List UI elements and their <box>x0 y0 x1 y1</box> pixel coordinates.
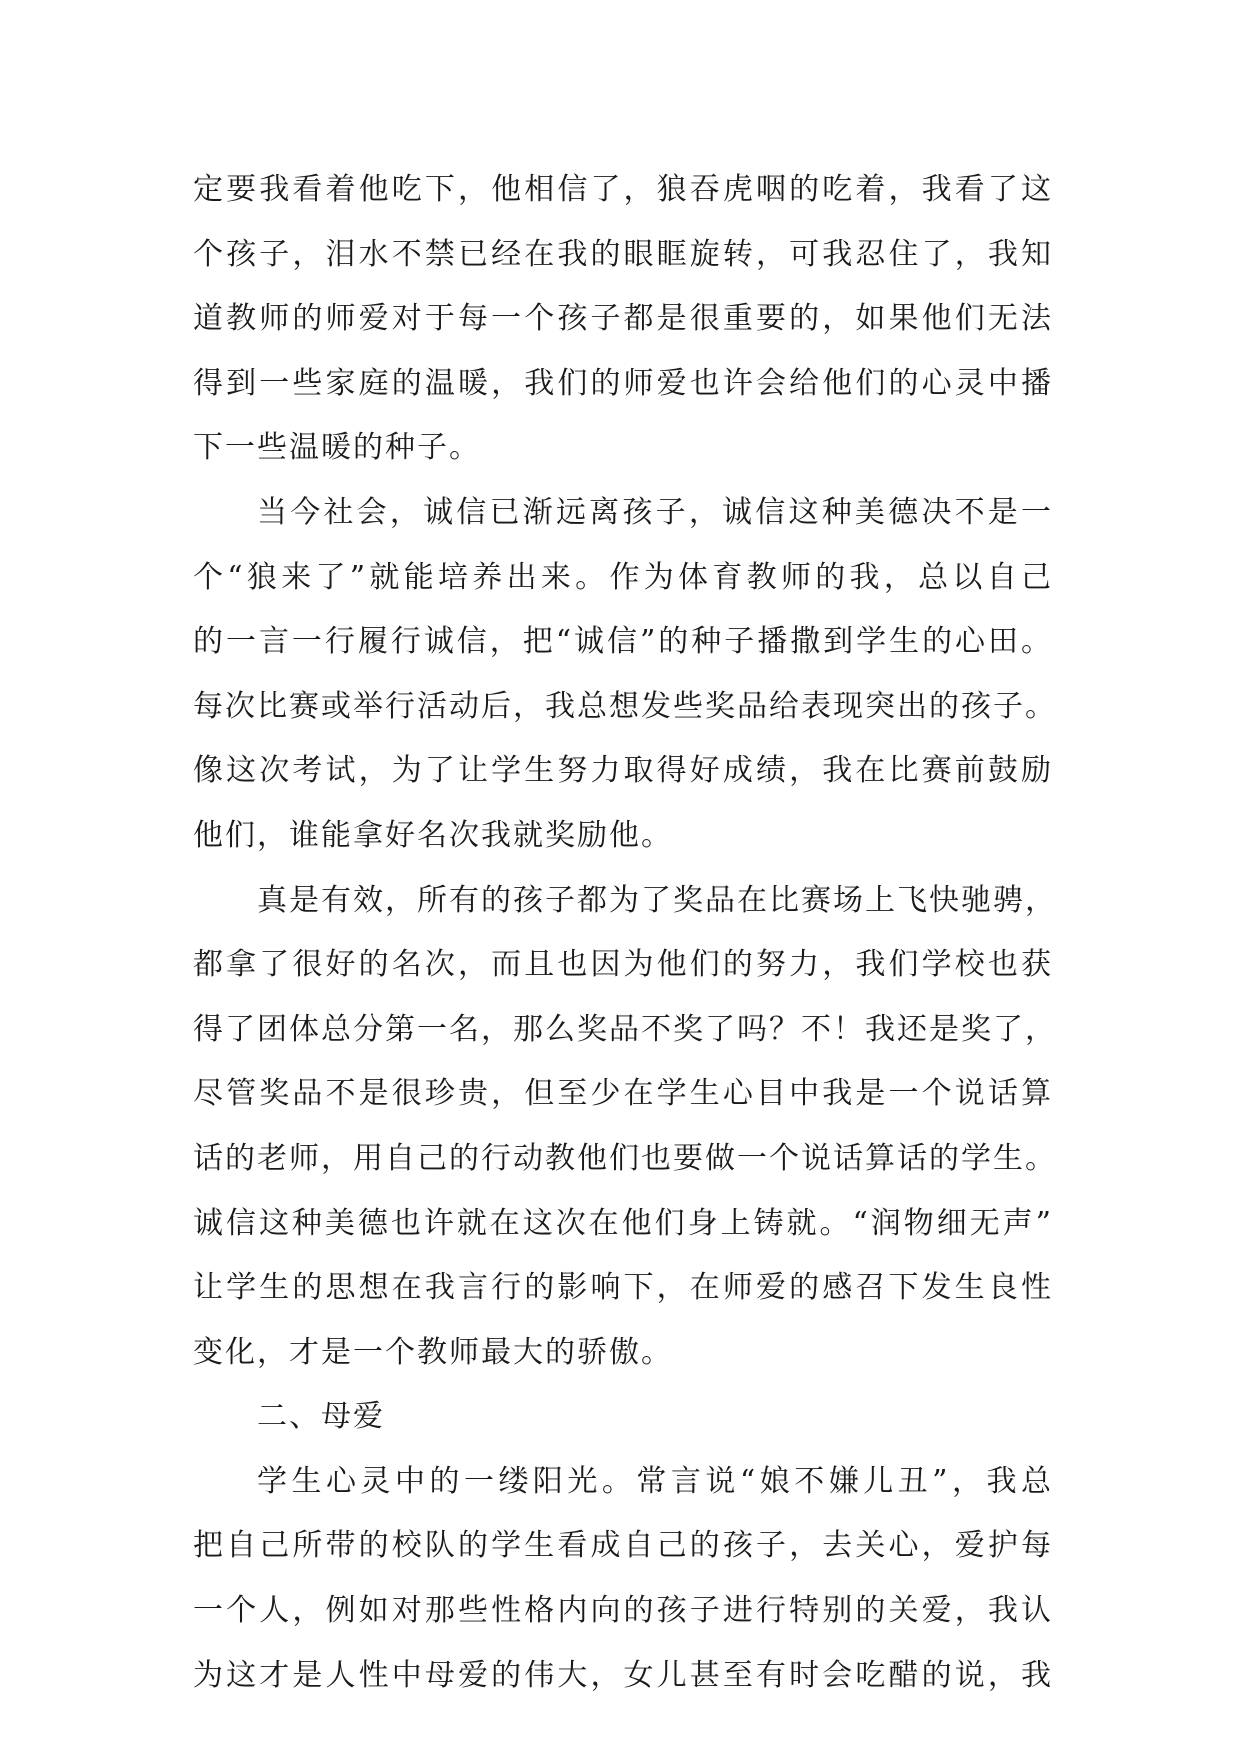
paragraph-first-line: 学生心灵中的一缕阳光。常言说“娘不嫌儿丑”，我总 <box>257 1463 1053 1499</box>
text-line: 变化，才是一个教师最大的骄傲。 <box>193 1334 673 1370</box>
paragraph-first-line: 真是有效，所有的孩子都为了奖品在比赛场上飞快驰骋， <box>257 882 1057 918</box>
text-line: 得到一些家庭的温暖，我们的师爱也许会给他们的心灵中播 <box>193 365 1053 401</box>
text-line: 一个人，例如对那些性格内向的孩子进行特别的关爱，我认 <box>193 1593 1053 1629</box>
text-line: 话的老师，用自己的行动教他们也要做一个说话算话的学生。 <box>193 1140 1057 1176</box>
text-line: 定要我看着他吃下，他相信了，狼吞虎咽的吃着，我看了这 <box>193 172 1053 207</box>
body-text <box>193 158 1057 1708</box>
text-line: 下一些温暖的种子。 <box>193 430 481 466</box>
text-line: 的一言一行履行诚信，把“诚信”的种子播撒到学生的心田。 <box>193 624 1053 660</box>
text-line: 把自己所带的校队的学生看成自己的孩子，去关心，爱护每 <box>193 1528 1053 1564</box>
text-line: 道教师的师爱对于每一个孩子都是很重要的，如果他们无法 <box>193 301 1053 337</box>
text-line: 每次比赛或举行活动后，我总想发些奖品给表现突出的孩子。 <box>193 688 1057 724</box>
text-line: 尽管奖品不是很珍贵，但至少在学生心目中我是一个说话算 <box>193 1076 1053 1112</box>
paragraph-first-line: 当今社会，诚信已渐远离孩子，诚信这种美德决不是一 <box>257 494 1053 530</box>
text-line: 个孩子，泪水不禁已经在我的眼眶旋转，可我忍住了，我知 <box>193 236 1053 272</box>
text-line: 他们，谁能拿好名次我就奖励他。 <box>193 817 673 853</box>
text-line: 让学生的思想在我言行的影响下，在师爱的感召下发生良性 <box>193 1270 1053 1306</box>
text-line: 得了团体总分第一名，那么奖品不奖了吗？不！我还是奖了， <box>193 1011 1057 1047</box>
text-line: 个“狼来了”就能培养出来。作为体育教师的我，总以自己 <box>193 559 1053 595</box>
text-line: 诚信这种美德也许就在这次在他们身上铸就。“润物细无声” <box>193 1205 1053 1241</box>
text-line: 都拿了很好的名次，而且也因为他们的努力，我们学校也获 <box>193 947 1053 983</box>
text-line: 像这次考试，为了让学生努力取得好成绩，我在比赛前鼓励 <box>193 753 1053 789</box>
section-heading: 二、母爱 <box>257 1399 385 1435</box>
text-line: 为这才是人性中母爱的伟大，女儿甚至有时会吃醋的说，我 <box>193 1657 1053 1693</box>
